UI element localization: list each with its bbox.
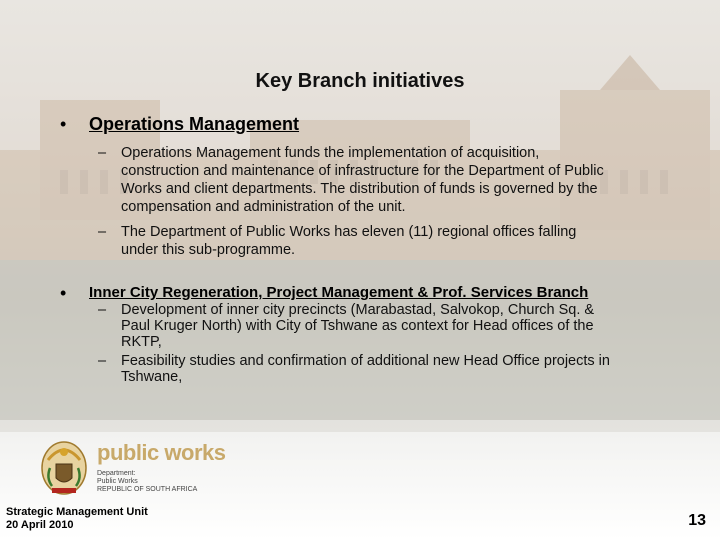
logo-line: Public Works <box>97 478 138 485</box>
logo-subtitle <box>97 470 225 494</box>
section-heading-operations: Operations Management <box>89 114 300 134</box>
public-works-logo <box>97 440 225 494</box>
text-line: Feasibility studies and confirmation of additional new Head Office projects in <box>121 353 610 369</box>
page-number: 13 <box>688 512 706 529</box>
unit-name: Strategic Management Unit <box>6 506 148 518</box>
bullet-marker: • <box>60 114 67 134</box>
text-line: Works and client departments. The distribution of funds is governed by the <box>121 181 598 197</box>
inner-city-paragraph-2 <box>121 353 655 385</box>
text-line: under this sub-programme. <box>121 242 296 258</box>
text-line: Tshwane, <box>121 369 183 385</box>
dash-marker: – <box>98 224 107 240</box>
dash-marker: – <box>98 145 107 161</box>
logo-line: REPUBLIC OF SOUTH AFRICA <box>97 486 198 493</box>
text-line: RKTP, <box>121 334 162 350</box>
logo-line: Department: <box>97 470 136 477</box>
operations-paragraph-1 <box>121 144 661 216</box>
text-line: The Department of Public Works has eleven (11) regional offices falling <box>121 224 577 240</box>
bullet-marker: • <box>60 283 67 303</box>
coat-of-arms-icon <box>38 438 90 500</box>
slide-date: 20 April 2010 <box>6 519 74 531</box>
slide-title: Key Branch initiatives <box>255 70 465 92</box>
text-line: compensation and administration of the unit. <box>121 199 406 215</box>
inner-city-paragraph-1 <box>121 302 655 350</box>
logo-title: public works <box>97 440 226 465</box>
text-line: construction and maintenance of infrastructure for the Department of Public <box>121 163 604 179</box>
footer-unit-info <box>6 506 148 532</box>
operations-paragraph-2 <box>121 223 661 259</box>
text-line: Paul Kruger North) with City of Tshwane as context for Head offices of the <box>121 318 594 334</box>
dash-marker: – <box>98 302 107 318</box>
text-line: Development of inner city precincts (Marabastad, Salvokop, Church Sq. & <box>121 302 595 318</box>
text-line: Operations Management funds the implementation of acquisition, <box>121 145 540 161</box>
section-heading-inner-city: Inner City Regeneration, Project Management & Prof. Services Branch <box>89 284 589 301</box>
dash-marker: – <box>98 353 107 369</box>
